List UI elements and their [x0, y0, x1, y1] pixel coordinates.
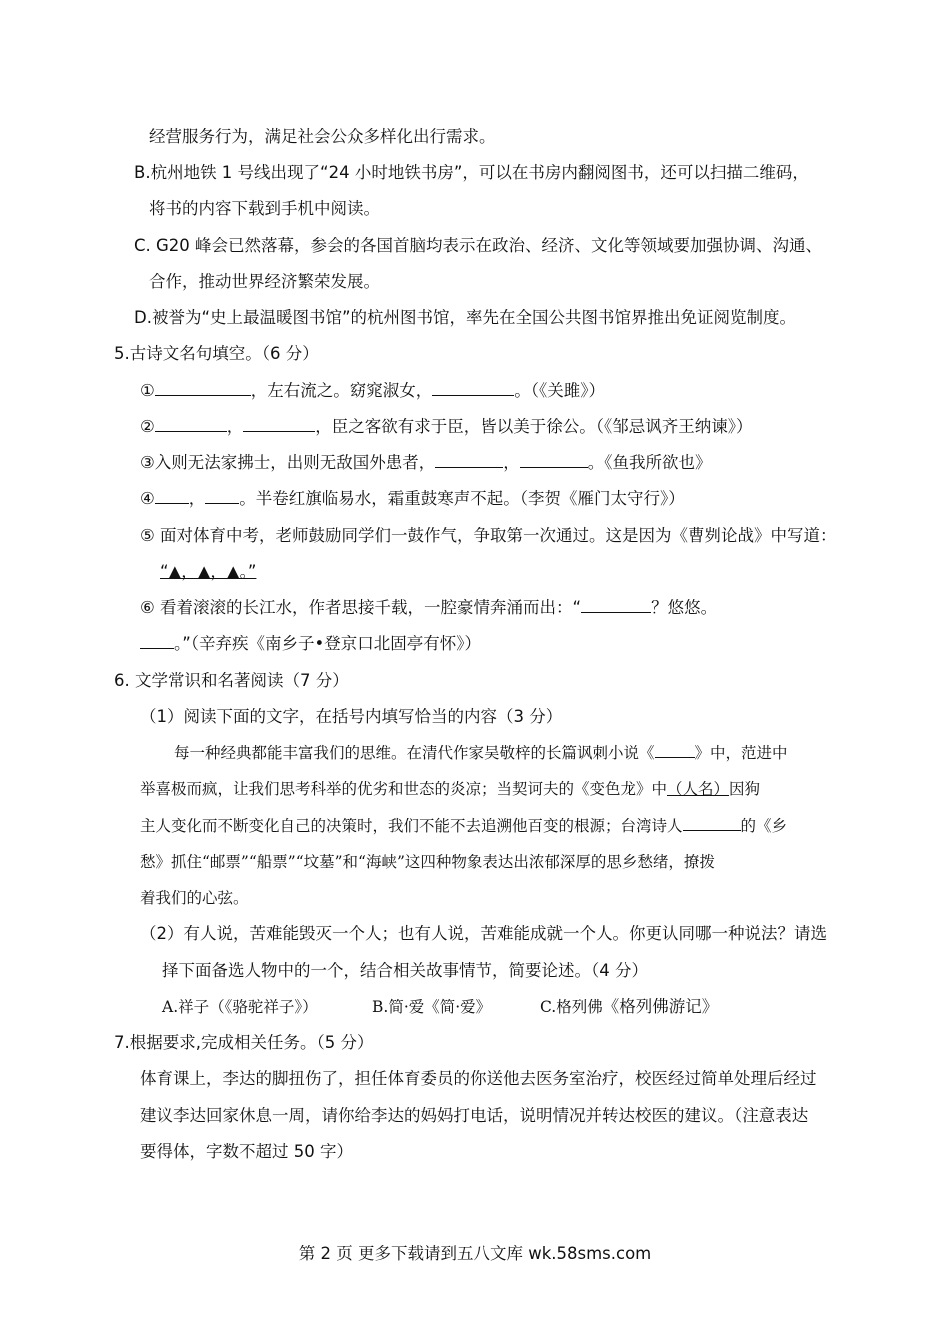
q7-line2: 建议李达回家休息一周，请你给李达的妈妈打电话，说明情况并转达校医的建议。（注意表达 — [140, 1106, 809, 1125]
q5-item-1-text: ，左右流之。窈窕淑女， — [250, 381, 433, 400]
q4-option-c-line2: 合作，推动世界经济繁荣发展。 — [149, 272, 380, 291]
answer-blank — [205, 487, 239, 504]
answer-blank — [655, 741, 695, 758]
q5-item-3 — [140, 451, 712, 475]
answer-blank — [155, 415, 227, 432]
q4-option-c-line1: C. G20 峰会已然落幕，参会的各国首脑均表示在政治、经济、文化等领域要加强协调、沟通、 — [134, 236, 823, 255]
q6-passage-line3 — [140, 814, 787, 838]
q5-item-1-num: ① — [140, 381, 155, 400]
q5-item-4-num: ④ — [140, 489, 155, 508]
q5-item-3-source: 。《鱼我所欲也》 — [587, 453, 712, 472]
answer-blank — [155, 379, 251, 396]
q5-item-4-comma: ， — [188, 489, 206, 508]
q4-option-b-line1: B.杭州地铁 1 号线出现了“24 小时地铁书房”，可以在书房内翻阅图书，还可以扫描二维码， — [134, 163, 809, 182]
q6-option-c — [540, 995, 718, 1019]
q5-title: 5.古诗文名句填空。（6 分） — [114, 344, 319, 363]
q5-item-3-text: ③入则无法家拂士，出则无敌国外患者， — [140, 453, 436, 472]
q6-passage-text: 主人变化而不断变化自己的决策时，我们不能不去追溯他百变的根源；台湾诗人 — [140, 817, 683, 835]
q6-passage-line1 — [174, 741, 788, 765]
q4-option-b-line2: 将书的内容下载到手机中阅读。 — [149, 199, 380, 218]
q6-title: 6. 文学常识和名著阅读（7 分） — [114, 671, 349, 690]
answer-blank — [581, 596, 651, 613]
q6-passage-line2 — [140, 777, 760, 801]
q6-passage-text: 每一种经典都能丰富我们的思维。在清代作家吴敬梓的长篇讽刺小说《 — [174, 744, 655, 762]
q6-sub2-line1: （2）有人说，苦难能毁灭一个人；也有人说，苦难能成就一个人。你更认同哪一种说法？请选 — [140, 924, 827, 943]
answer-blank — [140, 632, 174, 649]
q6-option-c-book: 《格列佛游记》 — [602, 997, 719, 1016]
answer-blank — [520, 451, 588, 468]
answer-blank — [155, 487, 189, 504]
q5-item-2-num: ② — [140, 417, 155, 436]
q6-sub1: （1）阅读下面的文字，在括号内填写恰当的内容（3 分） — [140, 707, 563, 726]
q6-passage-text: 因狗 — [729, 780, 761, 798]
answer-blank — [243, 415, 315, 432]
q6-option-c-label: C.格列佛 — [540, 998, 603, 1016]
q5-item-2 — [140, 415, 753, 439]
q5-item-6-source: 。”（辛弃疾《南乡子•登京口北固亭有怀》） — [174, 634, 482, 653]
q5-item-5-line2: “▲，▲，▲。” — [160, 562, 257, 581]
page-footer: 第 2 页 更多下载请到五八文库 wk.58sms.com — [298, 1244, 652, 1263]
q4-option-d: D.被誉为“史上最温暖图书馆”的杭州图书馆，率先在全国公共图书馆界推出免证阅览制度。 — [134, 308, 797, 327]
q5-item-6-text-2: ？悠悠。 — [651, 598, 718, 617]
q5-item-5-line1: ⑤ 面对体育中考，老师鼓励同学们一鼓作气，争取第一次通过。这是因为《曹刿论战》中写道： — [140, 526, 837, 545]
q6-passage-line5: 着我们的心弦。 — [140, 889, 249, 907]
q6-passage-text: 举喜极而疯，让我们思考科举的优劣和世态的炎凉；当契诃夫的《变色龙》中 — [140, 780, 668, 798]
person-name-blank: （人名） — [667, 780, 730, 798]
q6-option-a: A.祥子（《骆驼祥子》） — [162, 998, 318, 1016]
q5-item-6-text: ⑥ 看着滚滚的长江水，作者思接千载，一腔豪情奔涌而出：“ — [140, 598, 582, 617]
q7-line1: 体育课上，李达的脚扭伤了，担任体育委员的你送他去医务室治疗，校医经过简单处理后经过 — [140, 1069, 817, 1088]
q5-item-3-comma: ， — [503, 453, 520, 472]
q6-passage-text: 的《乡 — [740, 817, 788, 835]
answer-blank — [432, 379, 514, 396]
answer-blank — [683, 814, 741, 831]
q5-item-6-line2 — [140, 632, 481, 656]
q7-title: 7.根据要求,完成相关任务。（5 分） — [114, 1033, 374, 1052]
q7-line3: 要得体，字数不超过 50 字） — [140, 1142, 353, 1161]
q6-passage-line4: 愁》抓住“邮票”“船票”“坟墓”和“海峡”这四种物象表达出浓郁深厚的思乡愁绪，撩拨 — [140, 853, 715, 871]
q5-item-1 — [140, 379, 605, 403]
q5-item-4-text: 。半卷红旗临易水，霜重鼓寒声不起。（李贺《雁门太守行》） — [239, 489, 685, 508]
answer-blank — [435, 451, 503, 468]
q5-item-6-line1 — [140, 596, 717, 620]
q6-passage-text: 》中，范进中 — [694, 744, 788, 762]
q5-item-1-source: 。（《关雎》） — [514, 381, 606, 400]
q4-option-a-continued: 经营服务行为，满足社会公众多样化出行需求。 — [149, 127, 496, 146]
q6-option-b: B.简·爱《简·爱》 — [372, 998, 492, 1016]
q5-item-2-text: ，臣之客欲有求于臣，皆以美于徐公。（《邹忌讽齐王纳谏》） — [315, 417, 753, 436]
q5-item-2-comma: ， — [226, 417, 244, 436]
q5-item-4 — [140, 487, 685, 511]
q6-sub2-line2: 择下面备选人物中的一个，结合相关故事情节，简要论述。（4 分） — [162, 961, 648, 980]
